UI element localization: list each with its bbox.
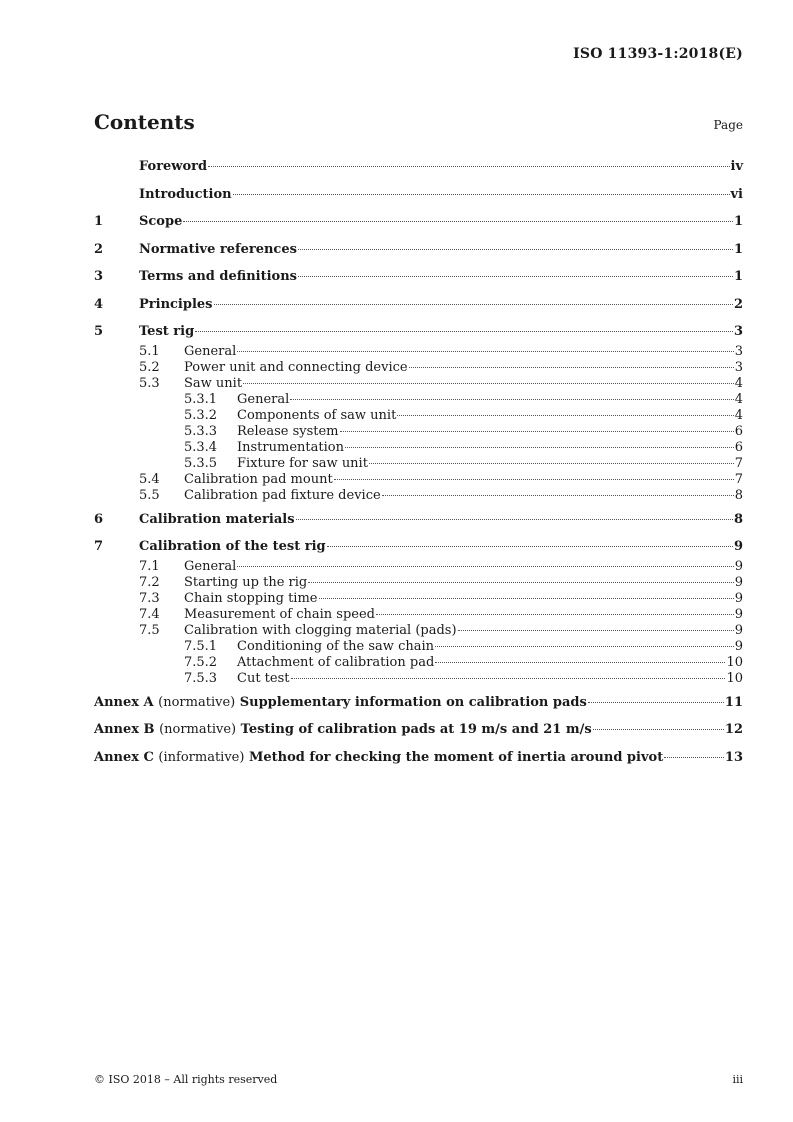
toc-annex-entry[interactable] — [94, 691, 743, 715]
dot-leader — [334, 478, 734, 480]
toc-entry[interactable] — [94, 344, 743, 360]
annex-label: Annex B — [94, 722, 155, 737]
toc-entry-number: 7.5.1 — [184, 638, 218, 654]
dot-leader — [369, 462, 734, 464]
dot-leader — [397, 414, 733, 416]
toc-entry-number: 5.3.3 — [184, 423, 218, 439]
toc-entry-page: 3 — [734, 359, 743, 375]
dot-leader — [237, 350, 733, 352]
toc-entry[interactable] — [94, 360, 743, 376]
toc-entry[interactable] — [94, 408, 743, 424]
toc-entry-title: Calibration materials — [139, 511, 295, 527]
toc-entry-number: 7.2 — [139, 574, 160, 590]
toc-annex-title — [94, 691, 587, 715]
dot-leader — [208, 165, 729, 167]
toc-entry-title: Foreword — [139, 159, 208, 174]
dot-leader — [291, 677, 726, 679]
toc-entry-number: 7.1 — [139, 558, 160, 574]
toc-entry[interactable] — [94, 238, 743, 262]
toc-entry-page: vi — [730, 186, 743, 202]
toc-entry-page: 1 — [733, 214, 743, 229]
toc-entry-page: 2 — [733, 296, 743, 312]
toc-entry-number: 7.5.3 — [184, 670, 218, 686]
toc-annex-title — [94, 746, 663, 770]
toc-entry-number: 4 — [94, 296, 104, 312]
toc-entry-page: 9 — [734, 558, 743, 574]
contents-heading — [94, 110, 743, 134]
toc-entry-page: 6 — [734, 423, 743, 439]
toc-entry-page: 9 — [733, 539, 743, 554]
toc-entry-number: 5.3.5 — [184, 455, 218, 471]
toc-entry[interactable] — [94, 456, 743, 472]
toc-entry-page: 9 — [734, 622, 743, 638]
toc-entry[interactable] — [94, 424, 743, 440]
annex-title: Supplementary information on calibration pads — [239, 694, 587, 710]
toc-entry-title: Measurement of chain speed — [184, 606, 375, 622]
toc-entry[interactable] — [94, 265, 743, 289]
toc-entry[interactable] — [94, 671, 743, 687]
toc-entry[interactable] — [94, 392, 743, 408]
page-footer — [94, 1073, 743, 1086]
toc-entry-title: Chain stopping time — [184, 590, 318, 606]
dot-leader — [664, 756, 724, 758]
toc-entry-title: Components of saw unit — [237, 407, 397, 423]
toc-entry[interactable] — [94, 183, 743, 207]
dot-leader — [588, 701, 724, 703]
toc-entry[interactable] — [94, 440, 743, 456]
dot-leader — [435, 645, 734, 647]
toc-entry-number: 7.3 — [139, 590, 160, 606]
dot-leader — [382, 494, 734, 496]
toc-entry-title: Saw unit — [184, 375, 243, 391]
toc-entry-number: 5.3 — [139, 375, 160, 391]
toc-annex-entry[interactable] — [94, 718, 743, 742]
dot-leader — [237, 565, 733, 567]
toc-entry-title: Power unit and connecting device — [184, 359, 408, 375]
dot-leader — [458, 629, 734, 631]
toc-annex-title — [94, 718, 592, 742]
toc-entry-number: 5.2 — [139, 359, 160, 375]
toc-entry-title: Test rig — [139, 324, 195, 339]
toc-entry-page: 7 — [734, 471, 743, 487]
copyright-notice: © ISO 2018 – All rights reserved — [94, 1073, 278, 1086]
toc-entry[interactable] — [94, 488, 743, 504]
dot-leader — [290, 398, 733, 400]
dot-leader — [298, 248, 733, 250]
toc-entry-number: 7.4 — [139, 606, 160, 622]
toc-entry-number: 6 — [94, 511, 104, 527]
toc-annex-entry[interactable] — [94, 746, 743, 770]
dot-leader — [345, 446, 734, 448]
toc-entry-page: 8 — [733, 511, 743, 527]
dot-leader — [435, 661, 725, 663]
toc-entry-page: 11 — [724, 694, 743, 710]
toc-entry-title: Calibration pad mount — [184, 471, 333, 487]
toc-entry[interactable] — [94, 591, 743, 607]
toc-entry[interactable] — [94, 559, 743, 575]
toc-entry-page: 9 — [734, 574, 743, 590]
page-column-label: Page — [713, 118, 743, 132]
toc-entry-number: 7.5.2 — [184, 654, 218, 670]
annex-title: Testing of calibration pads at 19 m/s and 21 m/s — [240, 722, 592, 737]
dot-leader — [319, 597, 734, 599]
toc-entry-page: 9 — [734, 590, 743, 606]
toc-entry-title: General — [184, 343, 237, 359]
dot-leader — [296, 518, 733, 520]
toc-entry-title: Principles — [139, 296, 213, 312]
page-number: iii — [732, 1073, 743, 1086]
dot-leader — [214, 303, 733, 305]
toc-entry[interactable] — [94, 655, 743, 671]
toc-entry[interactable] — [94, 155, 743, 179]
toc-entry-title: Fixture for saw unit — [237, 455, 368, 471]
toc-entry-number: 5 — [94, 324, 104, 339]
toc-entry[interactable] — [94, 320, 743, 344]
toc-entry-title: Starting up the rig — [184, 574, 308, 590]
toc-entry-page: 4 — [734, 375, 743, 391]
toc-entry-title: Calibration with clogging material (pads) — [184, 622, 457, 638]
contents-title: Contents — [94, 110, 195, 134]
toc-entry-page: 9 — [734, 638, 743, 654]
dot-leader — [183, 220, 733, 222]
toc-entry-number: 5.3.1 — [184, 391, 218, 407]
dot-leader — [233, 193, 730, 195]
toc-entry[interactable] — [94, 639, 743, 655]
toc-entry-number: 5.3.4 — [184, 439, 218, 455]
annex-type: (informative) — [158, 749, 245, 765]
toc-entry[interactable] — [94, 535, 743, 559]
annex-label: Annex C — [94, 749, 154, 765]
dot-leader — [298, 275, 733, 277]
toc-entry-title: Terms and definitions — [139, 269, 297, 284]
toc-entry-page: 13 — [724, 749, 743, 765]
dot-leader — [409, 366, 734, 368]
toc-entry-title: General — [184, 558, 237, 574]
toc-entry[interactable] — [94, 210, 743, 234]
toc-entry[interactable] — [94, 376, 743, 392]
toc-entry-title: Calibration pad fixture device — [184, 487, 381, 503]
toc-entry-title: Release system — [237, 423, 339, 439]
toc-entry-page: 10 — [726, 670, 743, 686]
toc-entry-page: 6 — [734, 439, 743, 455]
toc-entry-number: 7 — [94, 539, 104, 554]
dot-leader — [376, 613, 734, 615]
dot-leader — [308, 581, 733, 583]
toc-entry-number: 5.1 — [139, 343, 160, 359]
toc-entry-number: 1 — [94, 214, 104, 229]
toc-entry-page: 4 — [734, 391, 743, 407]
toc-entry-page: 3 — [733, 324, 743, 339]
toc-entry-title: Instrumentation — [237, 439, 344, 455]
toc-entry-number: 5.4 — [139, 471, 160, 487]
toc-entry-page: 8 — [734, 487, 743, 503]
toc-entry-page: 3 — [734, 343, 743, 359]
toc-entry-number: 5.5 — [139, 487, 160, 503]
toc-entry[interactable] — [94, 623, 743, 639]
dot-leader — [243, 382, 734, 384]
toc-entry-page: 10 — [726, 654, 743, 670]
dot-leader — [195, 330, 733, 332]
toc-entry[interactable] — [94, 508, 743, 532]
toc-entry-page: 1 — [733, 241, 743, 257]
toc-entry[interactable] — [94, 607, 743, 623]
annex-type: (normative) — [159, 722, 237, 737]
toc-entry-page: 7 — [734, 455, 743, 471]
annex-title: Method for checking the moment of inertia around pivot — [248, 749, 664, 765]
toc-entry[interactable] — [94, 575, 743, 591]
toc-entry-number: 7.5 — [139, 622, 160, 638]
toc-entry-title: Scope — [139, 214, 183, 229]
toc-entry-title: Introduction — [139, 186, 232, 202]
document-id: ISO 11393-1:2018(E) — [573, 46, 743, 62]
toc-entry-page: 12 — [724, 722, 743, 737]
toc-entry-title: General — [237, 391, 290, 407]
toc-entry-title: Calibration of the test rig — [139, 539, 326, 554]
toc-entry-page: 4 — [734, 407, 743, 423]
table-of-contents — [94, 155, 743, 769]
toc-entry-page: 1 — [733, 269, 743, 284]
toc-entry-number: 5.3.2 — [184, 407, 218, 423]
toc-entry-number: 3 — [94, 269, 104, 284]
toc-entry-number: 2 — [94, 241, 104, 257]
toc-entry-title: Conditioning of the saw chain — [237, 638, 434, 654]
annex-label: Annex A — [94, 694, 154, 710]
toc-entry-page: 9 — [734, 606, 743, 622]
toc-entry[interactable] — [94, 472, 743, 488]
toc-entry-title: Cut test — [237, 670, 290, 686]
dot-leader — [327, 545, 733, 547]
toc-entry-title: Normative references — [139, 241, 297, 257]
toc-entry-page: iv — [730, 159, 743, 174]
dot-leader — [593, 728, 724, 730]
annex-type: (normative) — [158, 694, 236, 710]
toc-entry[interactable] — [94, 293, 743, 317]
toc-entry-title: Attachment of calibration pad — [237, 654, 435, 670]
dot-leader — [340, 430, 734, 432]
